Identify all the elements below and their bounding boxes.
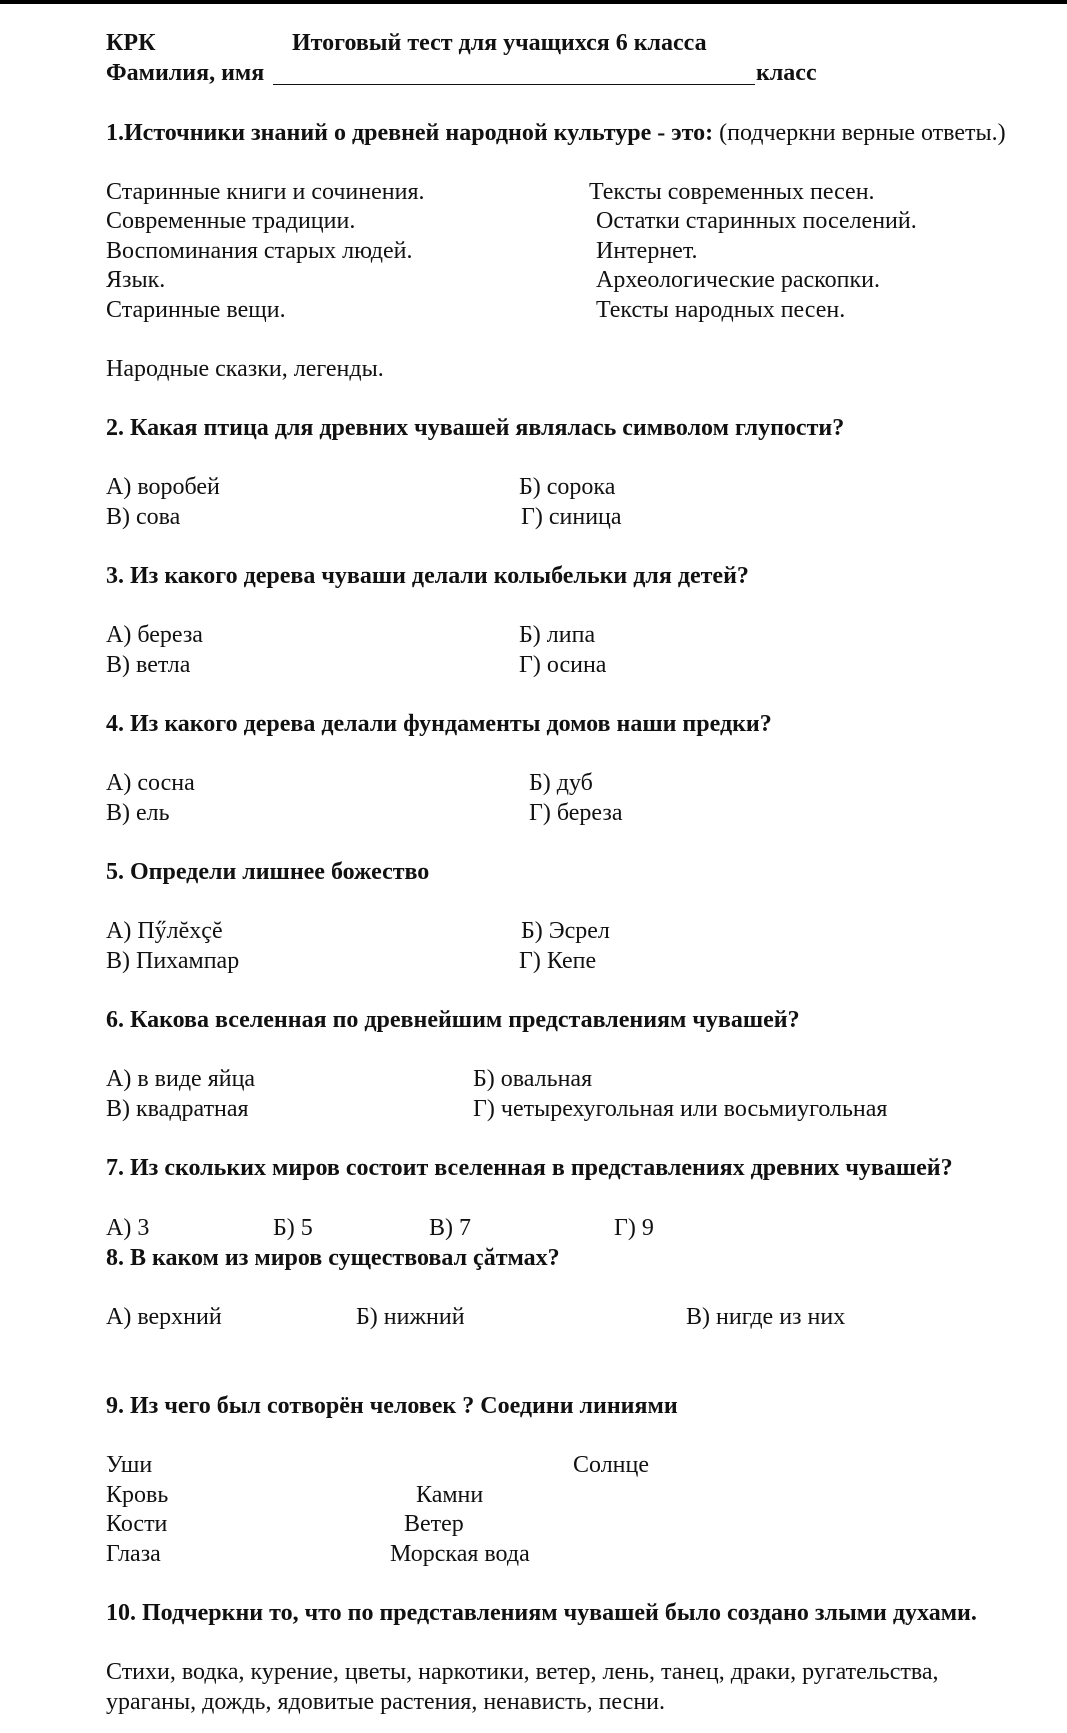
q6-option-b: Б) овальная — [473, 1066, 593, 1092]
q9-right-item: Морская вода — [390, 1541, 530, 1567]
q5-option-b: Б) Эсрел — [521, 918, 610, 944]
q5-option-d: Г) Кепе — [519, 948, 597, 974]
org-label: КРК — [106, 30, 156, 56]
name-input-line[interactable] — [273, 84, 755, 85]
class-label: класс — [756, 60, 817, 86]
q4-option-d: Г) береза — [529, 800, 623, 826]
q1-option: Интернет. — [596, 238, 698, 264]
q8-option-a: А) верхний — [106, 1304, 222, 1330]
test-title: Итоговый тест для учащихся 6 класса — [292, 30, 707, 56]
q1-option: Старинные книги и сочинения. — [106, 179, 425, 205]
q9-right-item: Камни — [416, 1482, 484, 1508]
q4-option-b: Б) дуб — [529, 770, 593, 796]
name-label: Фамилия, имя — [106, 60, 265, 86]
q6-option-a: А) в виде яйца — [106, 1066, 256, 1092]
q1-option: Тексты современных песен. — [589, 179, 875, 205]
q4-option-a: А) сосна — [106, 770, 195, 796]
q3-option-b: Б) липа — [519, 622, 596, 648]
question-4: 4. Из какого дерева делали фундаменты домов наши предки? — [106, 711, 772, 737]
q9-left-item: Кровь — [106, 1482, 169, 1508]
q9-left-item: Уши — [106, 1452, 153, 1478]
q1-option: Народные сказки, легенды. — [106, 356, 384, 382]
question-1-note: (подчеркни верные ответы.) — [713, 120, 1006, 146]
q2-option-d: Г) синица — [521, 504, 622, 530]
q4-option-c: В) ель — [106, 800, 170, 826]
q7-option-c: В) 7 — [429, 1215, 471, 1241]
q9-left-item: Глаза — [106, 1541, 161, 1567]
q8-option-b: Б) нижний — [356, 1304, 465, 1330]
q5-option-c: В) Пихампар — [106, 948, 240, 974]
q8-option-c: В) нигде из них — [686, 1304, 846, 1330]
question-2: 2. Какая птица для древних чувашей являлась символом глупости? — [106, 415, 845, 441]
q1-option: Воспоминания старых людей. — [106, 238, 413, 264]
q2-option-b: Б) сорока — [519, 474, 616, 500]
question-7: 7. Из скольких миров состоит вселенная в представлениях древних чувашей? — [106, 1155, 953, 1181]
q5-option-a: А) Пӳлĕхçĕ — [106, 918, 223, 944]
q1-option: Современные традиции. — [106, 208, 356, 234]
q7-option-a: А) 3 — [106, 1215, 150, 1241]
q1-option: Тексты народных песен. — [596, 297, 846, 323]
q1-option: Старинные вещи. — [106, 297, 286, 323]
q3-option-d: Г) осина — [519, 652, 607, 678]
q6-option-c: В) квадратная — [106, 1096, 249, 1122]
question-3: 3. Из какого дерева чуваши делали колыбельки для детей? — [106, 563, 749, 589]
q1-option: Археологические раскопки. — [596, 267, 880, 293]
top-border — [0, 0, 1067, 4]
question-1-text: 1.Источники знаний о древней народной культуре - это: — [106, 120, 714, 146]
question-1 — [106, 118, 1006, 148]
question-6: 6. Какова вселенная по древнейшим представлениям чувашей? — [106, 1007, 800, 1033]
q3-option-c: В) ветла — [106, 652, 191, 678]
question-8: 8. В каком из миров существовал çăтмах? — [106, 1245, 560, 1271]
question-9: 9. Из чего был сотворён человек ? Соедини линиями — [106, 1393, 678, 1419]
q2-option-a: А) воробей — [106, 474, 220, 500]
q1-option: Язык. — [106, 267, 166, 293]
q6-option-d: Г) четырехугольная или восьмиугольная — [473, 1096, 888, 1122]
q1-option: Остатки старинных поселений. — [596, 208, 917, 234]
q7-option-d: Г) 9 — [614, 1215, 654, 1241]
q3-option-a: А) береза — [106, 622, 203, 648]
q9-left-item: Кости — [106, 1511, 168, 1537]
question-5: 5. Определи лишнее божество — [106, 859, 430, 885]
q7-option-b: Б) 5 — [273, 1215, 313, 1241]
q9-right-item: Ветер — [404, 1511, 464, 1537]
q10-options-line-2: ураганы, дождь, ядовитые растения, ненависть, песни. — [106, 1689, 666, 1715]
question-10: 10. Подчеркни то, что по представлениям чувашей было создано злыми духами. — [106, 1600, 977, 1626]
q2-option-c: В) сова — [106, 504, 181, 530]
q9-right-item: Солнце — [573, 1452, 650, 1478]
q10-options-line-1: Стихи, водка, курение, цветы, наркотики, ветер, лень, танец, драки, ругательства, — [106, 1659, 939, 1685]
